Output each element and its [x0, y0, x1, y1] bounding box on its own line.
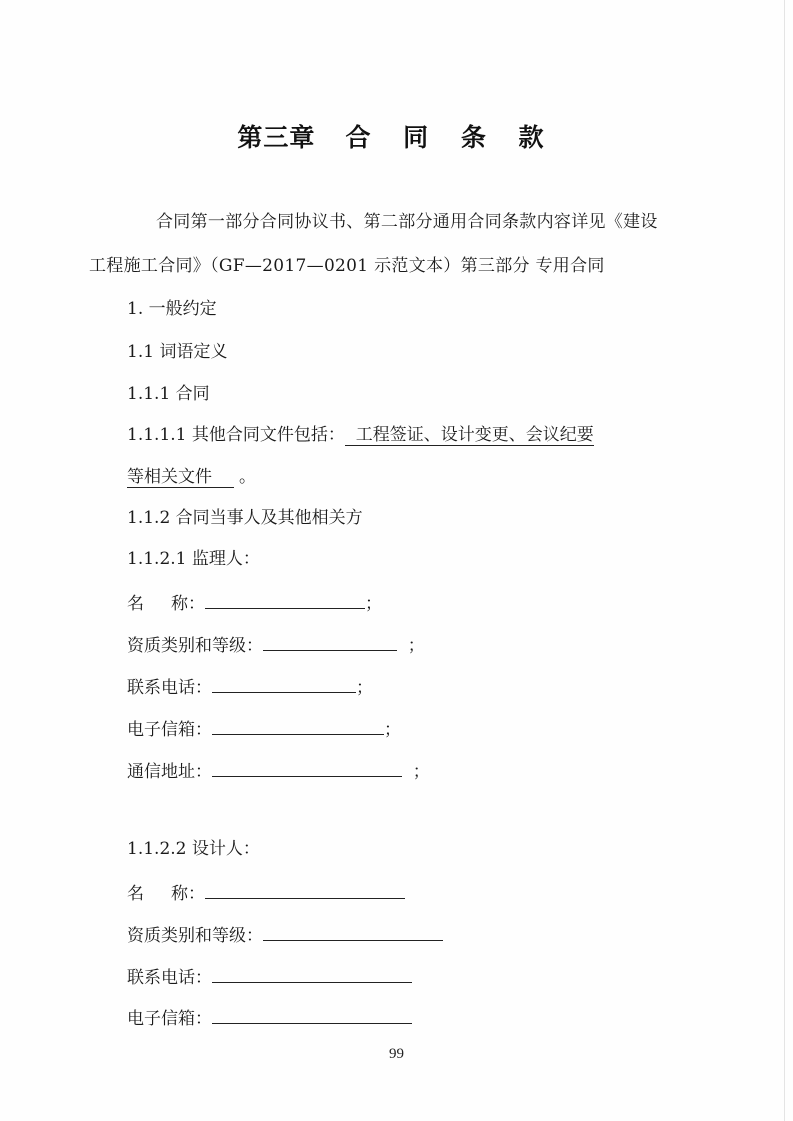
other-docs-end: 。 [233, 467, 257, 487]
supervisor-email-field [127, 716, 401, 741]
supervisor-name-field [127, 590, 382, 615]
field-end: ； [384, 720, 401, 740]
field-label: 资质类别和等级： [127, 636, 263, 656]
designer-name-field [127, 880, 405, 905]
section-1-1-1-1-cont [127, 466, 256, 488]
chapter-name: 合 同 条 款 [345, 123, 556, 152]
field-blank[interactable] [205, 880, 405, 899]
other-docs-value-2: 等相关文件 [127, 467, 234, 487]
field-blank[interactable] [263, 922, 443, 941]
designer-phone-field [127, 964, 412, 989]
other-docs-label: 1.1.1.1 其他合同文件包括： [127, 425, 345, 445]
field-blank[interactable] [212, 1005, 412, 1024]
page-number: 99 [389, 1046, 404, 1062]
field-end: ； [402, 762, 430, 782]
field-blank[interactable] [212, 674, 356, 693]
field-blank[interactable] [212, 716, 384, 735]
section-1-1-1-1 [127, 424, 594, 446]
designer-qualification-field [127, 922, 443, 947]
intro-line-1: 合同第一部分合同协议书、第二部分通用合同条款内容详见《建设 [156, 212, 658, 232]
section-1-1-2-1-heading: 1.1.2.1 监理人： [127, 549, 260, 569]
field-label: 联系电话： [127, 968, 212, 988]
field-end: ； [356, 678, 373, 698]
field-label: 名 称： [127, 884, 206, 904]
section-1-1-heading: 1.1 词语定义 [127, 342, 228, 362]
field-blank[interactable] [263, 632, 397, 651]
field-label: 电子信箱： [127, 1009, 212, 1029]
supervisor-qualification-field [127, 632, 425, 657]
intro-line-2: 工程施工合同》（GF—2017—0201 示范文本）第三部分 专用合同 [89, 256, 605, 276]
supervisor-phone-field [127, 674, 373, 699]
field-end: ； [365, 594, 383, 614]
section-1-1-1-heading: 1.1.1 合同 [127, 384, 210, 404]
chapter-number: 第三章 [237, 123, 316, 152]
field-blank[interactable] [212, 964, 412, 983]
field-end: ； [397, 636, 425, 656]
field-blank[interactable] [212, 758, 402, 777]
designer-email-field [127, 1005, 412, 1030]
section-1-heading: 1. 一般约定 [127, 299, 217, 319]
section-1-1-2-2-heading: 1.1.2.2 设计人： [127, 839, 260, 859]
page-edge-line [784, 0, 785, 1121]
field-label: 联系电话： [127, 678, 212, 698]
section-1-1-2-heading: 1.1.2 合同当事人及其他相关方 [127, 508, 363, 528]
field-label: 通信地址： [127, 762, 212, 782]
chapter-title [0, 118, 793, 154]
field-label: 资质类别和等级： [127, 926, 263, 946]
field-label: 名 称： [127, 594, 206, 614]
other-docs-value-1: 工程签证、设计变更、会议纪要 [344, 425, 594, 445]
supervisor-address-field [127, 758, 430, 783]
field-blank[interactable] [205, 590, 365, 609]
field-label: 电子信箱： [127, 720, 212, 740]
